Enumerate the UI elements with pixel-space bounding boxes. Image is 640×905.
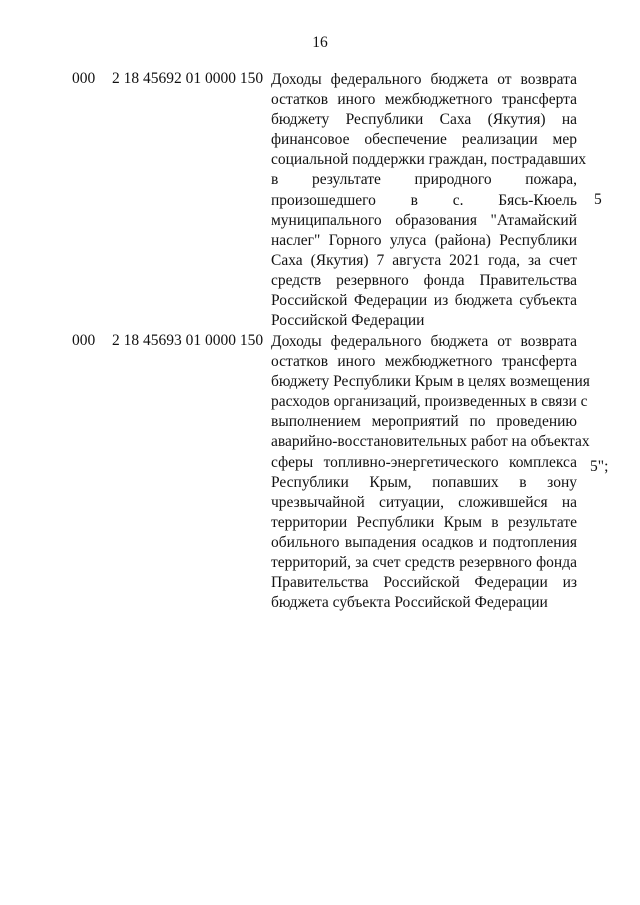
description-line: Саха (Якутия) 7 августа 2021 года, за счет	[271, 251, 577, 269]
description-line: остатков иного межбюджетного трансферта	[271, 91, 577, 109]
description-line: средств резервного фонда Правительства	[271, 271, 577, 289]
description-line: финансовое обеспечение реализации мер	[271, 131, 577, 149]
description-line: остатков иного межбюджетного трансферта	[271, 353, 577, 371]
income-description	[271, 70, 587, 331]
description-line: территории Республики Крым в результате	[271, 513, 577, 531]
classification-code: 2 18 45692 01 0000 150	[112, 70, 264, 87]
description-line: аварийно-восстановительных работ на объектах	[271, 433, 590, 451]
description-line: Доходы федерального бюджета от возврата	[271, 71, 577, 88]
description-line: Правительства Российской Федерации из	[271, 574, 577, 592]
description-line: бюджету Республики Крым в целях возмещения	[271, 373, 590, 391]
admin-code: 000	[72, 332, 96, 349]
description-line: в результате природного пожара,	[271, 171, 577, 189]
description-line: чрезвычайной ситуации, сложившейся на	[271, 493, 577, 511]
classification-code: 2 18 45693 01 0000 150	[112, 332, 264, 349]
admin-code: 000	[72, 70, 96, 87]
income-description	[271, 332, 590, 613]
description-line: сферы топливно-энергетического комплекса	[271, 453, 577, 471]
description-line: наслег" Горного улуса (района) Республики	[271, 231, 577, 249]
description-line: территорий, за счет средств резервного фонда	[271, 554, 577, 572]
description-line: социальной поддержки граждан, пострадавших	[271, 151, 587, 169]
description-line: расходов организаций, произведенных в связи с	[271, 393, 588, 411]
description-line: произошедшего в с. Бясь-Кюель	[271, 191, 577, 209]
description-line: Доходы федерального бюджета от возврата	[271, 333, 577, 350]
description-line: выполнением мероприятий по проведению	[271, 413, 577, 431]
description-line: Российской Федерации	[271, 312, 425, 330]
distribution-norm: 5	[594, 191, 602, 208]
description-line: Республики Крым, попавших в зону	[271, 473, 577, 491]
description-line: бюджету Республики Саха (Якутия) на	[271, 111, 577, 129]
page-number: 16	[312, 34, 328, 51]
distribution-norm: 5";	[590, 458, 609, 475]
description-line: обильного выпадения осадков и подтопления	[271, 533, 577, 551]
description-line: муниципального образования "Атамайский	[271, 211, 577, 229]
description-line: Российской Федерации из бюджета субъекта	[271, 292, 577, 310]
description-line: бюджета субъекта Российской Федерации	[271, 594, 548, 612]
